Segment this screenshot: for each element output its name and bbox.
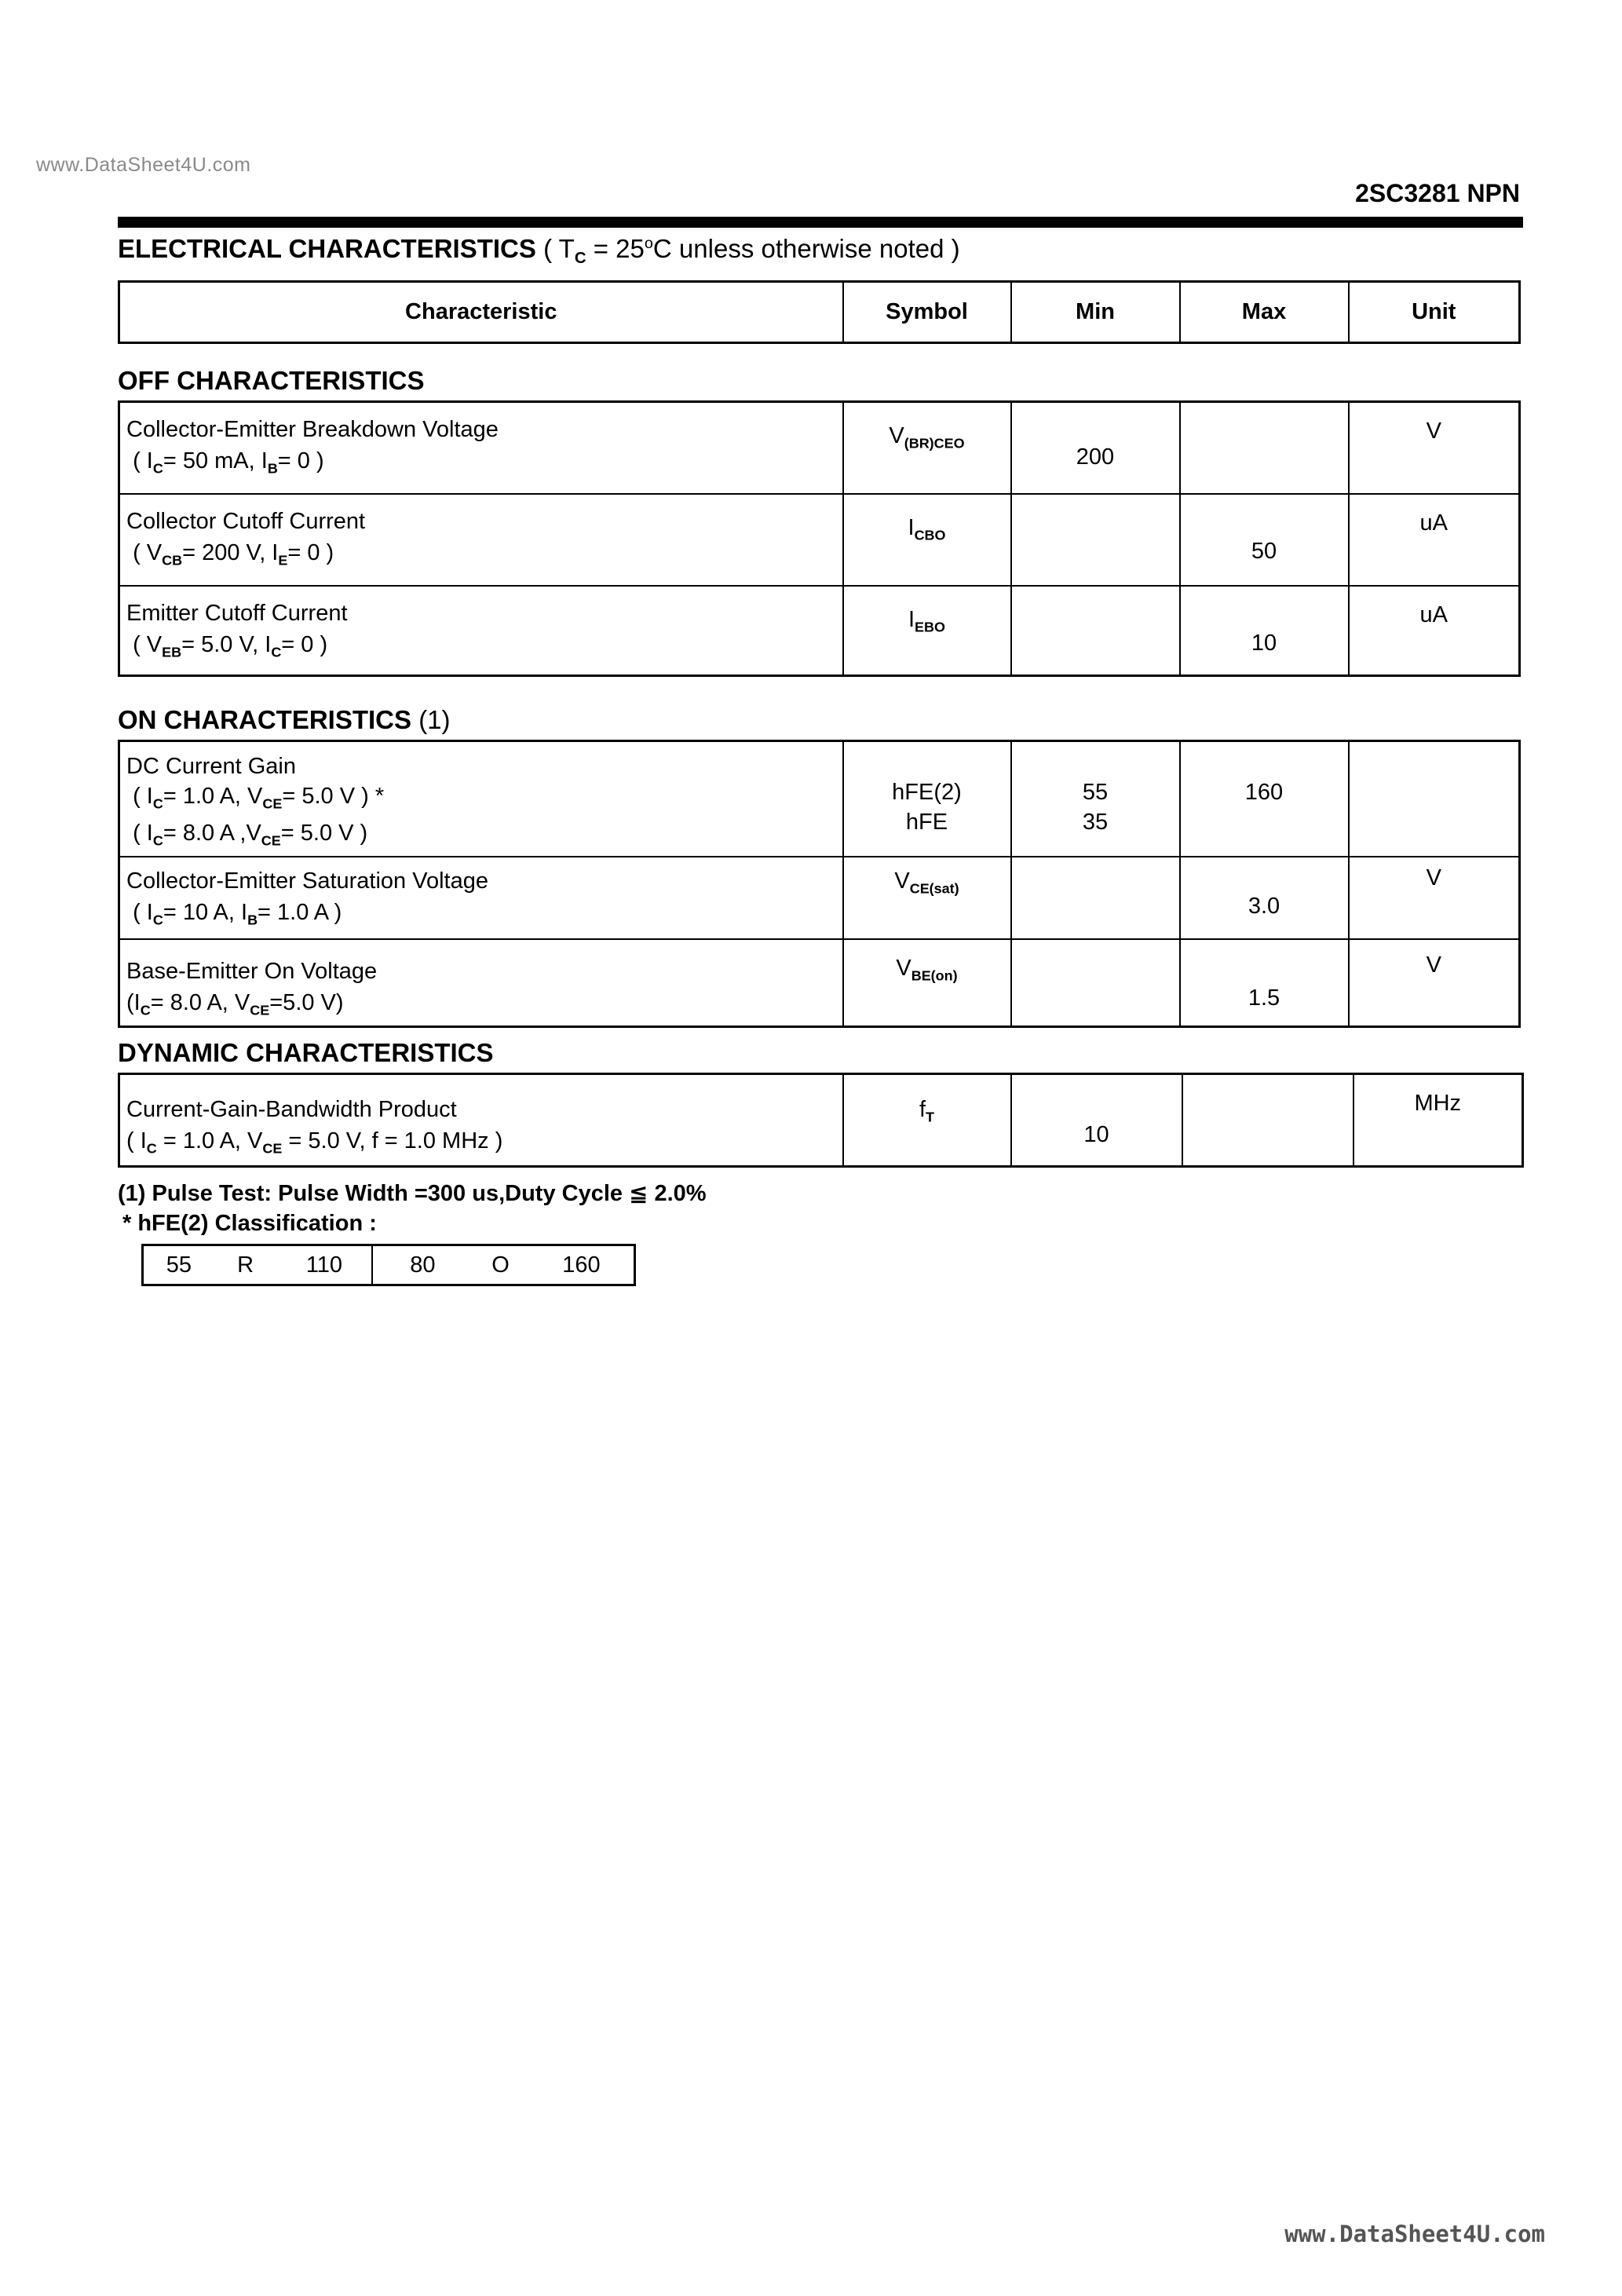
characteristic-cell: Collector Cutoff Current ( $V_{CB}= 200$ V, $I_E= 0$ ) [119,494,843,586]
min-cell [1011,857,1180,939]
min-cell: 55 35 [1011,741,1180,857]
part-number: 2SC3281 NPN [1355,179,1520,207]
table-row [119,939,1520,1027]
symbol-cell: $I_{EBO}$ [843,586,1011,676]
unit-cell: V [1349,857,1520,939]
class-o-low: 80 [410,1252,436,1278]
off-table [118,400,1521,677]
min-cell [1011,494,1180,586]
on-table [118,740,1521,1028]
off-section-title: OFF CHARACTERISTICS [118,366,425,395]
unit-cell: MHz [1353,1074,1523,1167]
top-divider [118,217,1523,228]
characteristic-cell: Base-Emitter On Voltage ($I_C= 8.0$ A, $V_{CE}=5.0$ V) [119,939,843,1027]
page-title: ELECTRICAL CHARACTERISTICS ( $T_C = 25^oC$ unless otherwise noted ) [118,234,960,268]
col-unit: Unit [1349,282,1520,343]
max-cell: 10 [1180,586,1349,676]
table-row [119,402,1520,494]
col-max: Max [1180,282,1349,343]
max-cell: 3.0 [1180,857,1349,939]
unit-cell: V [1349,402,1520,494]
max-cell [1182,1074,1353,1167]
characteristic-cell: Collector-Emitter Saturation Voltage ( $I_C= 10$ A, $I_B= 1.0$ A ) [119,857,843,939]
characteristic-cell: Emitter Cutoff Current ( $V_{EB}= 5.0$ V, $I_C= 0$ ) [119,586,843,676]
classification-table [141,1244,636,1286]
min-cell [1011,586,1180,676]
table-row [119,586,1520,676]
class-o-high: 160 [562,1252,601,1278]
max-cell [1180,402,1349,494]
class-o-rank: O [491,1252,510,1278]
min-cell: 200 [1011,402,1180,494]
max-cell: 160 [1180,741,1349,857]
symbol-cell: $I_{CBO}$ [843,494,1011,586]
symbol-cell: $V_{BE(on)}$ [843,939,1011,1027]
table-row [119,494,1520,586]
symbol-cell: $V_{CE(sat)}$ [843,857,1011,939]
max-cell: 1.5 [1180,939,1349,1027]
min-cell: 10 [1011,1074,1182,1167]
characteristic-cell: Collector-Emitter Breakdown Voltage ( $I_C= 50$ mA, $I_B= 0$ ) [119,402,843,494]
max-cell: 50 [1180,494,1349,586]
pulse-test-footnote: (1) Pulse Test: Pulse Width =300 us,Duty Cycle ≦ 2.0% [118,1181,707,1206]
characteristic-cell: Current-Gain-Bandwidth Product ( $I_C = 1.0$ A, $V_{CE} = 5.0$ V, f = 1.0 MHz ) [119,1074,843,1167]
unit-cell: V [1349,939,1520,1027]
unit-cell: uA [1349,586,1520,676]
min-cell [1011,939,1180,1027]
class-r-rank: R [237,1252,254,1278]
col-characteristic: Characteristic [119,282,843,343]
symbol-cell: $f_T$ [843,1074,1011,1167]
characteristic-cell: DC Current Gain ( $I_C= 1.0$ A, $V_{CE}= 5.0$ V ) * ( $I_C= 8.0$ A $,V_{CE}= 5.0$ V ) [119,741,843,857]
on-section-title: ON CHARACTERISTICS (1) [118,705,451,734]
unit-cell [1349,741,1520,857]
class-r-high: 110 [276,1245,372,1285]
class-r-low: 55 [166,1252,192,1278]
classification-footnote: * hFE(2) Classification : [122,1211,377,1236]
dynamic-section-title: DYNAMIC CHARACTERISTICS [118,1038,494,1067]
table-row [119,741,1520,857]
table-row [119,1074,1523,1167]
unit-cell: uA [1349,494,1520,586]
symbol-cell: hFE(2) hFE [843,741,1011,857]
dynamic-table [118,1073,1524,1168]
table-row [119,857,1520,939]
col-min: Min [1011,282,1180,343]
header-table [118,280,1521,344]
watermark-top[interactable]: www.DataSheet4U.com [36,154,251,176]
symbol-cell: $V_{(BR)CEO}$ [843,402,1011,494]
watermark-bottom[interactable]: www.DataSheet4U.com [1284,2221,1545,2247]
col-symbol: Symbol [843,282,1011,343]
